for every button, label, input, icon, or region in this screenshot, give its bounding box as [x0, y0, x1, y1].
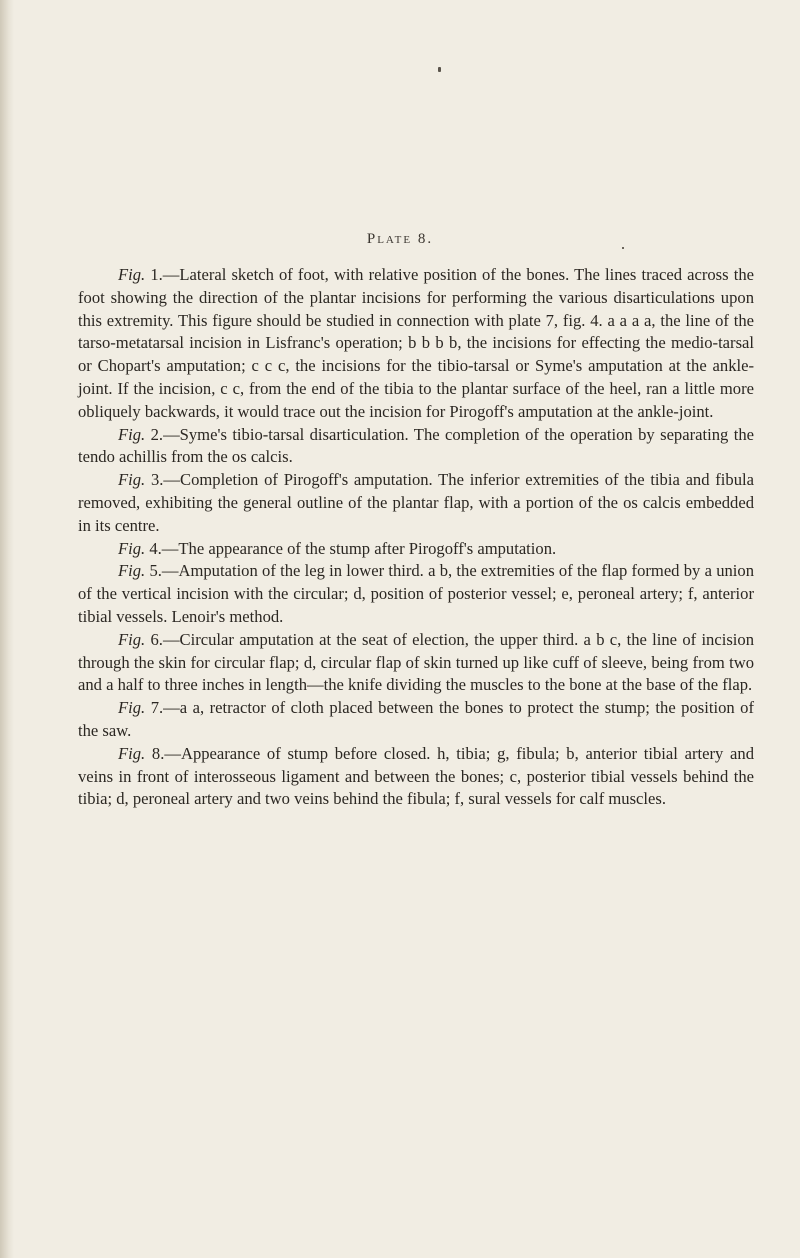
figure-text: 2.—Syme's tibio-tarsal disarticulation. The completion of the operation by separating the tendo achillis from the os calcis. — [78, 424, 754, 467]
ink-mark — [438, 67, 441, 72]
figure-text: 7.—a a, retractor of cloth placed between the bones to protect the stump; the position of the saw. — [78, 698, 754, 740]
figure-paragraph-6 — [78, 629, 754, 697]
figure-paragraph-3 — [78, 469, 754, 537]
page-edge — [0, 0, 14, 1258]
figure-text: 3.—Completion of Pirogoff's amputation. The inferior extremities of the tibia and fibula removed, exhibiting the general outline of the plantar flap, with a portion of the os calcis embedded in its centre. — [78, 470, 754, 535]
figure-text: 6.—Circular amputation at the seat of election, the upper third. a b c, the line of incision through the skin for circular flap; d, circular flap of skin turned up like cuff of sleeve, being from two and a half to three inches in length—the knife dividing the muscles to the bone at the base of the flap. — [78, 629, 754, 695]
figure-label: Fig. — [118, 538, 146, 558]
figure-paragraph-4 — [78, 538, 754, 561]
figure-label: Fig. — [118, 629, 146, 649]
figure-label: Fig. — [118, 470, 146, 490]
figure-text: 4.—The appearance of the stump after Pirogoff's amputation. — [145, 538, 557, 558]
figure-label: Fig. — [118, 698, 146, 718]
figure-descriptions — [78, 264, 754, 811]
figure-text: 1.—Lateral sketch of foot, with relative position of the bones. The lines traced across the foot showing the direction of the plantar incisions for performing the various disarticulations upon this extremity. This figure should be studied in connection with plate 7, fig. 4. a a a a, the line of the tarso-metatarsal incision in Lisfranc's operation; b b b b, the incisions for effecting the medio-tarsal or Chopart's amputation; c c c, the incisions for the tibio-tarsal or Syme's amputation at the ankle-joint. If the incision, c c, from the end of the tibia to the plantar surface of the heel, ran a little more obliquely backwards, it would trace out the incision for Pirogoff's amputation at the ankle-joint. — [78, 265, 754, 421]
figure-paragraph-1 — [78, 264, 754, 424]
figure-paragraph-7 — [78, 697, 754, 743]
figure-paragraph-8 — [78, 743, 754, 811]
figure-paragraph-5 — [78, 560, 754, 628]
figure-text: 8.—Appearance of stump before closed. h, tibia; g, fibula; b, anterior tibial artery and veins in front of interosseous ligament and between the bones; c, posterior tibial vessels behind the tibia; d, peroneal artery and two veins behind the fibula; f, sural vessels for calf muscles. — [78, 743, 754, 809]
figure-label: Fig. — [118, 561, 146, 581]
figure-label: Fig. — [118, 424, 146, 444]
figure-label: Fig. — [118, 265, 146, 284]
figure-text: 5.—Amputation of the leg in lower third. a b, the extremities of the flap formed by a union of the vertical incision with the circular; d, position of posterior vessel; e, peroneal artery; f, anterior tibial vessels. Lenoir's method. — [78, 561, 754, 626]
figure-paragraph-2 — [78, 424, 754, 470]
plate-title: Plate 8. — [366, 231, 434, 247]
figure-label: Fig. — [118, 743, 146, 763]
